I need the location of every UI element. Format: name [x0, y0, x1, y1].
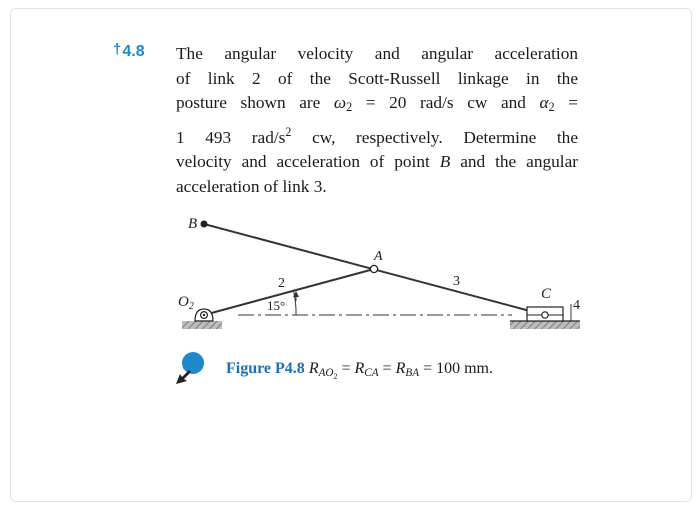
- label-c: C: [541, 286, 552, 302]
- label-link-2: 2: [278, 276, 285, 291]
- caption-r3-sub: BA: [405, 367, 420, 379]
- joint-a: [370, 265, 377, 272]
- alpha-symbol: α: [539, 93, 549, 113]
- statement-line-6: acceleration of link 3.: [176, 176, 327, 196]
- problem-statement: [176, 42, 578, 200]
- caption-value: 100 mm.: [436, 360, 493, 377]
- caption-label: Figure P4.8: [226, 360, 305, 377]
- statement-line-5: [176, 150, 578, 175]
- statement-line-2: of link 2 of the Scott-Russell linkage in the: [176, 68, 578, 88]
- text-segment: posture shown are: [176, 93, 334, 113]
- caption-r2-sub: CA: [364, 367, 379, 379]
- caption-r3: R: [395, 360, 406, 377]
- scott-russell-linkage-figure: [170, 205, 590, 340]
- label-o2-main: O: [178, 294, 189, 310]
- figure-caption: [226, 360, 493, 381]
- caption-r1: R: [308, 360, 319, 377]
- point-b-label: B: [439, 152, 451, 172]
- text-segment: =: [554, 93, 578, 113]
- text-segment: and the angular: [450, 152, 578, 172]
- text-segment: = 20 rad/s cw and: [352, 93, 540, 113]
- caption-eq-3: =: [419, 360, 437, 377]
- dagger-marker: †: [113, 41, 122, 58]
- problem-number-value: 4.8: [122, 43, 145, 60]
- squared-superscript: 2: [285, 124, 292, 139]
- caption-eq-1: =: [337, 360, 355, 377]
- pointer-cursor-icon: [172, 348, 212, 388]
- point-b-dot: [201, 221, 208, 228]
- caption-r2: R: [354, 360, 365, 377]
- label-link-4: 4: [573, 298, 580, 313]
- label-link-3: 3: [453, 274, 460, 289]
- omega-subscript: 2: [346, 100, 353, 115]
- statement-line-4: [176, 120, 578, 151]
- alpha-subscript: 2: [548, 100, 555, 115]
- text-segment: velocity and acceleration of point: [176, 152, 440, 172]
- caption-r1-sub: AO: [318, 367, 334, 379]
- label-angle: 15°: [267, 298, 286, 313]
- text-segment: 1 493 rad/s: [176, 127, 286, 147]
- statement-line-1: The angular velocity and angular acceleration: [176, 44, 578, 63]
- caption-r1-subsub: 2: [333, 372, 338, 381]
- label-o2: [178, 294, 194, 312]
- text-segment: cw, respectively. Determine the: [291, 127, 578, 147]
- link-2: [204, 269, 374, 315]
- problem-number: [113, 41, 145, 61]
- caption-eq-2: =: [378, 360, 396, 377]
- label-o2-sub: 2: [188, 301, 194, 312]
- label-a: A: [374, 249, 383, 264]
- label-b: B: [188, 216, 198, 232]
- statement-line-3: [176, 91, 578, 120]
- omega-symbol: ω: [333, 93, 347, 113]
